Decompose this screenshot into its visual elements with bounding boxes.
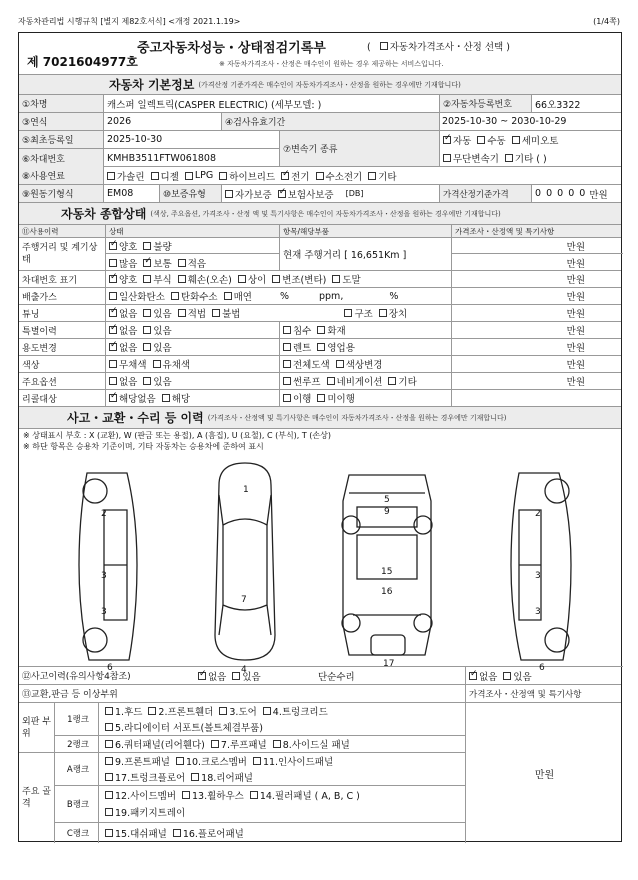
simple-none-checkbox[interactable]	[469, 672, 477, 680]
col-items: 항목/해당부품	[279, 225, 451, 237]
simple-yes-checkbox[interactable]	[503, 672, 511, 680]
accident-yes-checkbox[interactable]	[232, 672, 240, 680]
inspect-label: ④검사유효기간	[221, 113, 439, 130]
recall-done-checkbox[interactable]	[283, 394, 291, 402]
top-view-pillars	[219, 495, 271, 635]
option-none-checkbox[interactable]	[109, 377, 117, 385]
part-front-fender-checkbox[interactable]	[148, 707, 156, 715]
inspect-value: 2025-10-30 ~ 2030-10-29	[439, 113, 623, 130]
parts-price-value: 만원	[465, 703, 623, 843]
vin-mark-good-checkbox[interactable]	[109, 275, 117, 283]
trans-auto-checkbox[interactable]	[443, 136, 451, 144]
vin-mark-smear-checkbox[interactable]	[332, 275, 340, 283]
row-emission: 배출가스 일산화탄소 탄화수소 매연 % ppm, % 만원	[19, 288, 621, 305]
row-fuel	[19, 167, 621, 185]
parts-rank-table: 외판 부위 1랭크 1.후드 2.프론트휀더 3.도어 4.트렁크리드 5.라디에이터 서포트(볼트체결부품) 2랭크 6.쿼터패널(리어휀다) 7.루프패널 8.사이드실 패널 주요 골격 A랭크 9.프론트패널 10.크로스멤버 11.인사이드패널 17.트렁크플로어 18.리어패널 B랭크 12.사이드멤버 13.휠하우스 14.필러패널 ( A, B, C ) 19.패키지트레이 C랭크 15.대쉬패널 16.플로어패널 만원	[19, 703, 623, 843]
tuning-structure-checkbox[interactable]	[344, 309, 352, 317]
tuning-none-checkbox[interactable]	[109, 309, 117, 317]
fuel-diesel-checkbox[interactable]	[151, 172, 159, 180]
special-flood-checkbox[interactable]	[283, 326, 291, 334]
special-label: 특별이력	[22, 326, 57, 337]
year-label: ③연식	[19, 113, 103, 130]
fuel-gasoline-checkbox[interactable]	[107, 172, 115, 180]
tuning-price: 만원	[451, 305, 623, 321]
emission-co-checkbox[interactable]	[109, 292, 117, 300]
option-price: 만원	[451, 373, 623, 389]
special-yes-checkbox[interactable]	[143, 326, 151, 334]
engine-label: ⑨원동기형식	[19, 185, 103, 202]
rank-2-label: 2랭크	[55, 736, 99, 753]
row-tuning: 튜닝 ✓ 없음 있음 적법 불법 구조 장치 만원	[19, 305, 621, 322]
accident-heading	[19, 407, 621, 429]
service-note: ※ 자동차가격조사・산정은 매수인이 원하는 경우 제공하는 서비스입니다.	[219, 60, 444, 68]
part-inside-panel-checkbox[interactable]	[253, 757, 261, 765]
row-usage: 용도변경 ✓ 없음 있음 렌트 영업용 만원	[19, 339, 621, 356]
vin-mark-mismatch-checkbox[interactable]	[238, 275, 246, 283]
part-rear-panel-checkbox[interactable]	[191, 773, 199, 781]
row-vin-mark: 차대번호 표기 ✓ 양호 부식 훼손(오손) 상이 변조(변타) 도말 만원	[19, 271, 621, 288]
rank-c-label: C랭크	[55, 823, 99, 843]
accident-note: (가격조사・산정액 및 특기사항은 매수인이 자동차가격조사・산정을 원하는 경우에만 기재합니다)	[207, 413, 507, 422]
car-name-label: ①차명	[19, 95, 103, 112]
passenger-car-note: ※ 하단 항목은 승용차 기준이며, 기타 자동차는 승용차에 준하여 표시	[23, 442, 264, 451]
rank-b-label: B랭크	[55, 786, 99, 823]
car-name-value: 캐스퍼 일렉트릭(CASPER ELECTRIC) (세부모델: )	[103, 95, 439, 112]
warranty-self-checkbox[interactable]	[225, 190, 233, 198]
basic-info-heading	[19, 75, 621, 95]
part-6-left[interactable]: 6	[107, 663, 113, 673]
right-rear-wheel	[545, 628, 569, 652]
parts-label: ⑬교환,판금 등 이상부위	[22, 690, 118, 700]
form-reference: 자동차관리법 시행규칙 [별지 제82호서식] <개정 2021.1.19>	[18, 17, 241, 26]
tuning-device-checkbox[interactable]	[379, 309, 387, 317]
option-sunroof-checkbox[interactable]	[283, 377, 291, 385]
form-title: 중고자동차성능・상태점검기록부	[137, 41, 326, 56]
price-basis-label: 가격산정기준가격	[439, 185, 531, 202]
mileage-bad-checkbox[interactable]	[143, 242, 151, 250]
usage-price: 만원	[451, 339, 623, 355]
fuel-lpg-checkbox[interactable]	[185, 172, 193, 180]
tuning-legal-checkbox[interactable]	[178, 309, 186, 317]
mileage-low-checkbox[interactable]	[178, 259, 186, 267]
year-value: 2026	[103, 113, 221, 130]
option-navi-checkbox[interactable]	[327, 377, 335, 385]
fuel-hybrid-checkbox[interactable]	[219, 172, 227, 180]
row-year	[19, 113, 621, 131]
trans-cvt-checkbox[interactable]	[443, 154, 451, 162]
outer-panel-label: 외판 부위	[19, 703, 55, 753]
part-hood-checkbox[interactable]	[105, 707, 113, 715]
vin-mark-damage-checkbox[interactable]	[178, 275, 186, 283]
tuning-label: 튜닝	[22, 309, 40, 320]
price-service-checkbox[interactable]	[380, 42, 388, 50]
vin-mark-label: 차대번호 표기	[22, 275, 78, 286]
car-outline-svg	[19, 455, 623, 667]
part-2-right[interactable]: 2	[535, 509, 541, 519]
price-basis-unit: 만원	[589, 189, 608, 201]
col-state: 상태	[105, 225, 279, 237]
price-service-label: 자동차가격조사・산정 선택	[389, 42, 504, 53]
row-car-name	[19, 95, 621, 113]
part-side-member-checkbox[interactable]	[105, 791, 113, 799]
part-6-right[interactable]: 6	[539, 663, 545, 673]
color-chromatic-checkbox[interactable]	[153, 360, 161, 368]
emission-hc-checkbox[interactable]	[171, 292, 179, 300]
row-mileage: 주행거리 및 계기상태 ✓ 양호 불량 많음 ✓ 보통 적음 현재 주행거리 [ 16,651Km ] 만원 만원	[19, 238, 621, 271]
row-accident-history: ⑫사고이력(유의사항4참조) ✓ 없음 있음 단순수리 ✓ 없음 있음	[19, 667, 621, 685]
part-cross-member-checkbox[interactable]	[176, 757, 184, 765]
mileage-good-checkbox[interactable]	[109, 242, 117, 250]
fuel-options: 가솔린 디젤 LPG 하이브리드 ✓ 전기 수소전기 기타	[103, 167, 623, 184]
main-frame-label: 주요 골격	[19, 753, 55, 843]
price-basis-value: 0 0 0 0 0	[535, 188, 587, 199]
status-symbol-legend: ※ 상태표시 부호 : X (교환), W (판금 또는 용접), A (흠집), U (요철), C (부식), T (손상)	[23, 431, 332, 440]
emission-label: 배출가스	[22, 292, 57, 303]
part-wheel-house-checkbox[interactable]	[182, 791, 190, 799]
usage-label: 용도변경	[22, 343, 57, 354]
warranty-label: ⑩보증유형	[159, 185, 221, 202]
trans-options-row2: 무단변속기 기타 ( )	[439, 149, 623, 167]
left-front-wheel	[83, 479, 107, 503]
mileage-price-2: 만원	[451, 254, 623, 271]
part-front-panel-checkbox[interactable]	[105, 757, 113, 765]
part-9[interactable]: 9	[384, 507, 390, 517]
part-package-tray-checkbox[interactable]	[105, 808, 113, 816]
special-price: 만원	[451, 322, 623, 338]
page-indicator: (1/4쪽)	[593, 17, 620, 26]
part-17[interactable]: 17	[383, 659, 395, 669]
mileage-label: 주행거리 및 계기상태	[22, 243, 98, 265]
part-15[interactable]: 15	[381, 567, 393, 577]
first-reg-label: ⑤최초등록일	[19, 131, 103, 149]
option-other-checkbox[interactable]	[388, 377, 396, 385]
part-pillar-panel-checkbox[interactable]	[250, 791, 258, 799]
col-usage-history: ⑪사용이력	[22, 226, 59, 236]
vin-mark-corrosion-checkbox[interactable]	[143, 275, 151, 283]
part-3-right-front[interactable]: 3	[535, 571, 541, 581]
tuning-illegal-checkbox[interactable]	[212, 309, 220, 317]
tuning-yes-checkbox[interactable]	[143, 309, 151, 317]
mileage-normal-checkbox[interactable]	[143, 259, 151, 267]
recall-label: 리콜대상	[22, 394, 57, 405]
status-title: 자동차 종합상태	[61, 207, 147, 221]
color-achromatic-checkbox[interactable]	[109, 360, 117, 368]
row-engine	[19, 185, 621, 203]
mileage-high-checkbox[interactable]	[109, 259, 117, 267]
special-fire-checkbox[interactable]	[317, 326, 325, 334]
color-label: 색상	[22, 360, 40, 371]
warranty-insurer-checkbox[interactable]	[278, 190, 286, 198]
row-recall: 리콜대상 ✓ 해당없음 해당 이행 미이행	[19, 390, 621, 407]
recall-na-checkbox[interactable]	[109, 394, 117, 402]
trans-manual-checkbox[interactable]	[477, 136, 485, 144]
frame-trunk	[371, 635, 405, 655]
part-1-hood[interactable]: 1	[243, 485, 249, 495]
part-5[interactable]: 5	[384, 495, 390, 505]
accident-none-checkbox[interactable]	[198, 672, 206, 680]
fuel-hydrogen-checkbox[interactable]	[316, 172, 324, 180]
part-door-checkbox[interactable]	[219, 707, 227, 715]
left-rear-wheel	[83, 628, 107, 652]
part-quarter-panel-checkbox[interactable]	[105, 740, 113, 748]
engine-value: EM08	[103, 185, 159, 202]
part-radiator-support-checkbox[interactable]	[105, 723, 113, 731]
fuel-other-checkbox[interactable]	[368, 172, 376, 180]
fuel-label: ⑧사용연료	[19, 167, 103, 184]
warranty-options: 자가보증 ✓ 보험사보증 [DB]	[221, 185, 439, 202]
inspection-record-form	[18, 32, 622, 842]
emission-smoke-checkbox[interactable]	[224, 292, 232, 300]
emission-price: 만원	[451, 288, 623, 304]
trans-label: ⑦변속기 종류	[279, 131, 439, 166]
reg-no-value: 66오3322	[531, 95, 623, 112]
special-none-checkbox[interactable]	[109, 326, 117, 334]
first-reg-value: 2025-10-30	[103, 131, 279, 149]
part-2-left[interactable]: 2	[101, 509, 107, 519]
usage-yes-checkbox[interactable]	[143, 343, 151, 351]
color-full-paint-checkbox[interactable]	[283, 360, 291, 368]
part-3-left-rear[interactable]: 3	[101, 607, 107, 617]
mileage-current: 현재 주행거리 [ 16,651Km ]	[279, 238, 451, 270]
option-yes-checkbox[interactable]	[143, 377, 151, 385]
reg-no-label: ②자동차등록번호	[439, 95, 531, 112]
part-floor-panel-checkbox[interactable]	[173, 829, 181, 837]
vin-mark-price: 만원	[451, 271, 623, 287]
warranty-db: [DB]	[345, 189, 364, 198]
color-change-checkbox[interactable]	[336, 360, 344, 368]
status-note: (색상, 주요옵션, 가격조사・산정 액 및 특기사항은 매수인이 자동차가격조사・산정을 원하는 경우에만 기재합니다)	[150, 209, 501, 218]
part-roof-panel-checkbox[interactable]	[211, 740, 219, 748]
document-number: 제 7021604977호	[27, 55, 138, 69]
trans-options-row1: ✓ 자동 수동 세미오토	[439, 131, 623, 149]
status-column-headers	[19, 225, 621, 238]
mileage-price-1: 만원	[451, 238, 623, 254]
part-trunk-lid-checkbox[interactable]	[263, 707, 271, 715]
col-price: 가격조사・산정액 및 특기사항	[451, 225, 623, 237]
row-parts-header	[19, 685, 621, 703]
part-3-right-rear[interactable]: 3	[535, 607, 541, 617]
option-label: 주요옵션	[22, 377, 57, 388]
row-options: 주요옵션 없음 있음 썬루프 네비게이션 기타 만원	[19, 373, 621, 390]
fuel-electric-checkbox[interactable]	[281, 172, 289, 180]
accident-title: 사고・교환・수리 등 이력	[67, 411, 204, 425]
color-price: 만원	[451, 356, 623, 372]
status-heading	[19, 203, 621, 225]
parts-price-header: 가격조사・산정액 및 특기사항	[465, 685, 623, 702]
right-front-wheel	[545, 479, 569, 503]
title-block: 중고자동차성능・상태점검기록부 ( 자동차가격조사・산정 선택 ) 제 7021604977호 ※ 자동차가격조사・산정은 매수인이 원하는 경우 제공하는 서비스입니다.	[19, 33, 621, 75]
form-header	[18, 16, 620, 27]
trans-other-checkbox[interactable]	[505, 154, 513, 162]
part-dash-panel-checkbox[interactable]	[105, 829, 113, 837]
row-color: 색상 무채색 유채색 전체도색 색상변경 만원	[19, 356, 621, 373]
simple-repair-label: 단순수리	[318, 671, 355, 683]
part-3-left-front[interactable]: 3	[101, 571, 107, 581]
basic-info-note: (가격산정 기준가격은 매수인이 자동차가격조사・산정을 원하는 경우에만 기재합니다)	[198, 80, 461, 89]
basic-info-title: 자동차 기본정보	[109, 78, 195, 92]
part-4-trunk[interactable]: 4	[241, 665, 247, 675]
rank-1-label: 1랭크	[55, 703, 99, 736]
vin-mark-altered-checkbox[interactable]	[272, 275, 280, 283]
row-special: 특별이력 ✓ 없음 있음 침수 화재 만원	[19, 322, 621, 339]
recall-not-done-checkbox[interactable]	[317, 394, 325, 402]
usage-rent-checkbox[interactable]	[283, 343, 291, 351]
row-first-reg	[19, 131, 621, 167]
car-damage-diagram	[19, 455, 623, 675]
usage-none-checkbox[interactable]	[109, 343, 117, 351]
part-16[interactable]: 16	[381, 587, 393, 597]
vin-value: KMHB3511FTW061808	[103, 149, 279, 167]
usage-commercial-checkbox[interactable]	[317, 343, 325, 351]
vin-label: ⑥차대번호	[19, 149, 103, 167]
part-7-roof[interactable]: 7	[241, 595, 247, 605]
part-side-sill-checkbox[interactable]	[273, 740, 281, 748]
rank-a-label: A랭크	[55, 753, 99, 786]
trans-semi-checkbox[interactable]	[512, 136, 520, 144]
recall-applies-checkbox[interactable]	[162, 394, 170, 402]
part-trunk-floor-checkbox[interactable]	[105, 773, 113, 781]
accident-history-label: ⑫사고이력(유의사항4참조)	[22, 672, 131, 682]
